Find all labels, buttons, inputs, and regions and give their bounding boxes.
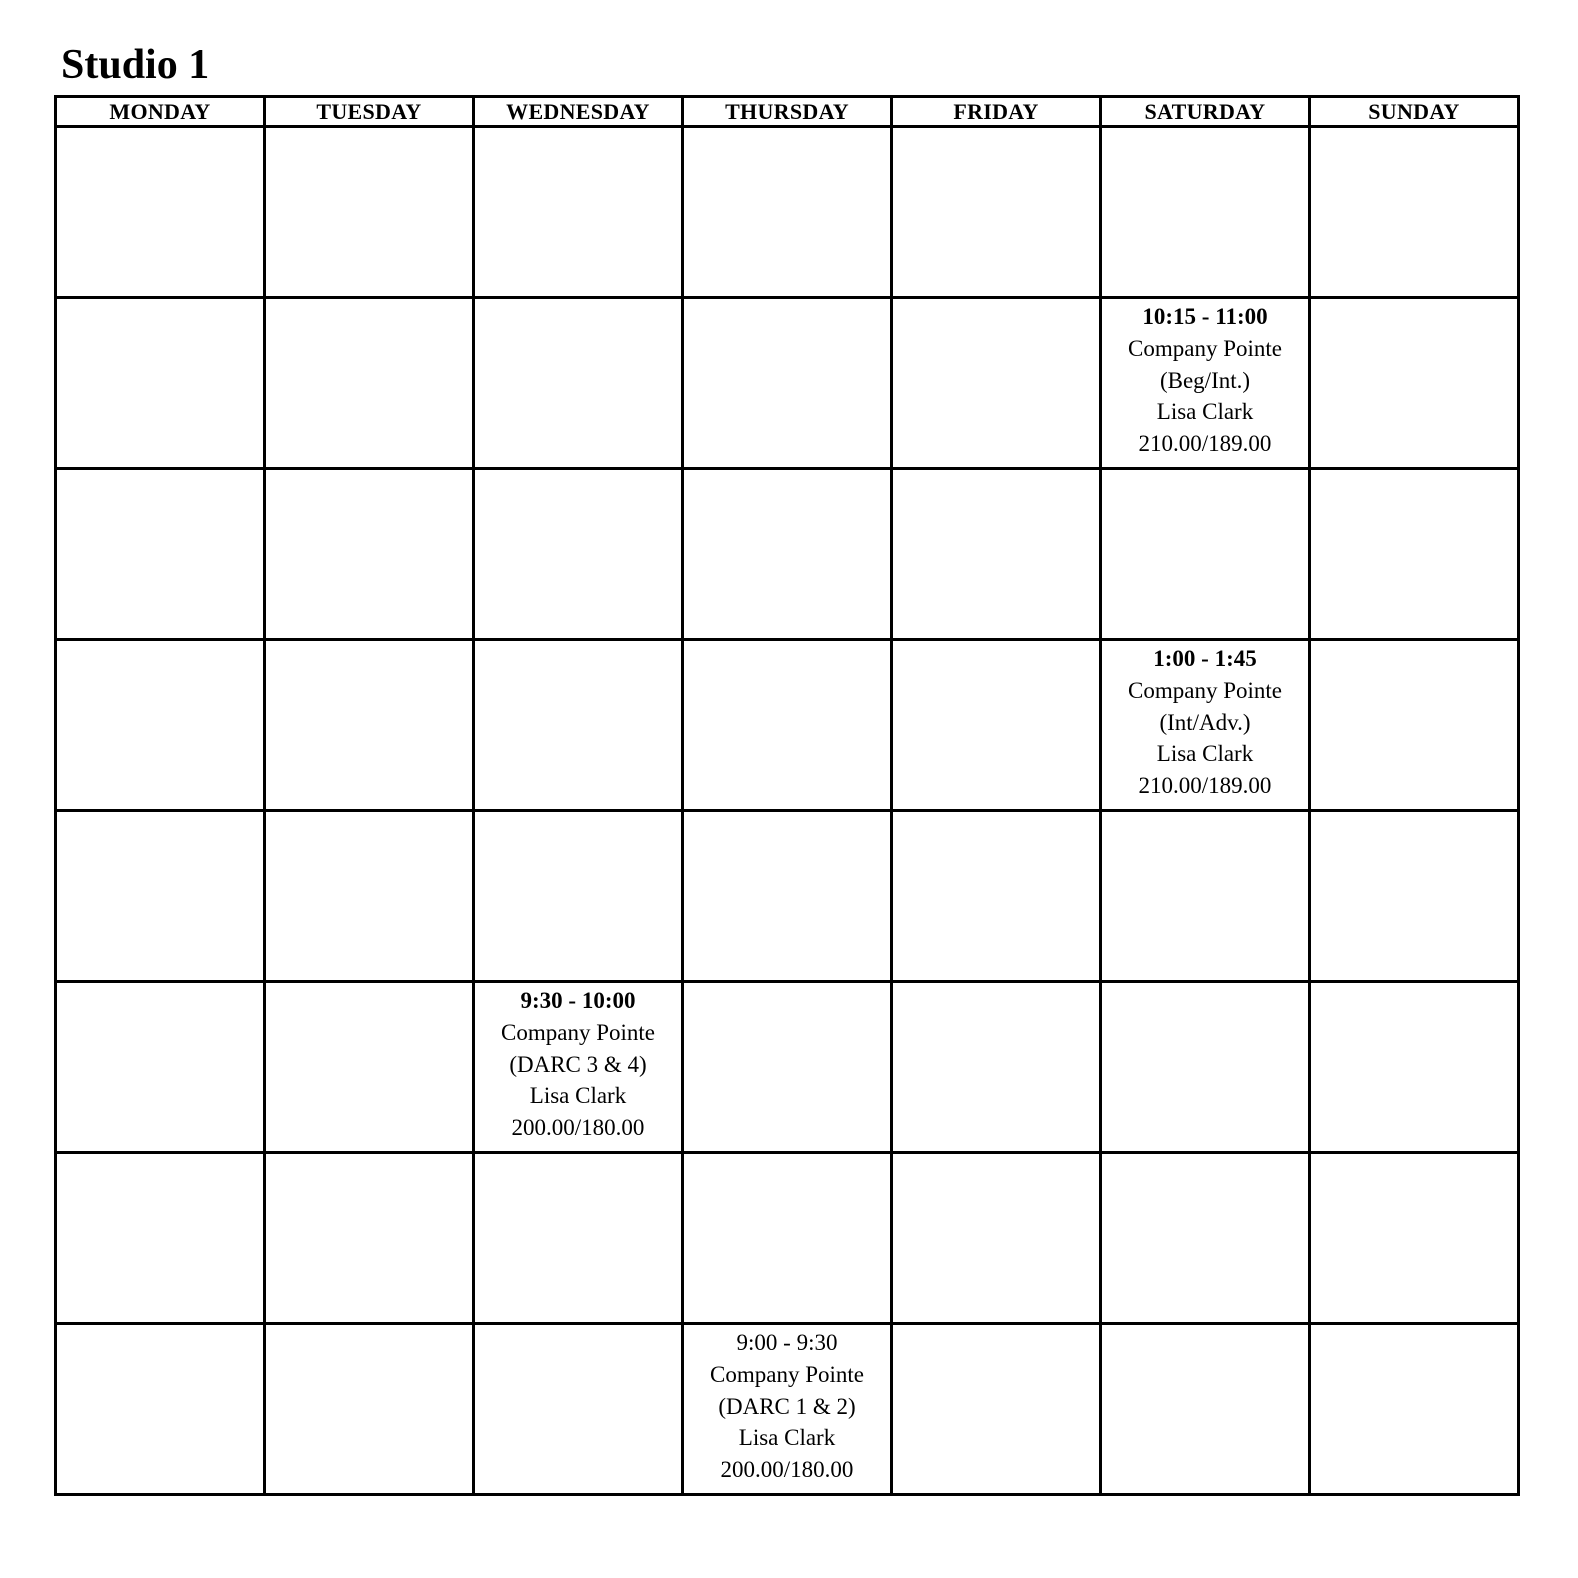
schedule-cell: [892, 127, 1101, 298]
schedule-cell: [1101, 1324, 1310, 1495]
schedule-cell: [1310, 982, 1519, 1153]
schedule-cell: [683, 982, 892, 1153]
class-instructor: Lisa Clark: [738, 1425, 836, 1451]
schedule-cell: [474, 298, 683, 469]
class-entry: [475, 983, 681, 1144]
class-level: (Beg/Int.): [1159, 367, 1251, 393]
schedule-cell: [683, 298, 892, 469]
schedule-cell: [1101, 811, 1310, 982]
day-header-sunday: SUNDAY: [1310, 97, 1519, 127]
schedule-cell: [1310, 298, 1519, 469]
schedule-cell: [892, 469, 1101, 640]
schedule-cell: [683, 811, 892, 982]
day-header-tuesday: TUESDAY: [265, 97, 474, 127]
schedule-cell: [265, 469, 474, 640]
class-price: 210.00/189.00: [1138, 431, 1272, 457]
day-header-row: [56, 97, 1519, 127]
schedule-cell: [683, 1153, 892, 1324]
schedule-cell: [56, 127, 265, 298]
schedule-cell: [265, 1153, 474, 1324]
class-time: 1:00 - 1:45: [1153, 646, 1257, 671]
schedule-cell: [474, 1324, 683, 1495]
schedule-cell: [1310, 811, 1519, 982]
class-level: (DARC 1 & 2): [718, 1393, 856, 1419]
schedule-cell: [683, 127, 892, 298]
schedule-cell: [474, 469, 683, 640]
schedule-cell: [474, 811, 683, 982]
schedule-cell: [892, 1324, 1101, 1495]
schedule-cell: [1310, 127, 1519, 298]
class-entry: [1102, 299, 1308, 460]
schedule-row: [56, 127, 1519, 298]
class-name: Company Pointe: [1128, 677, 1282, 703]
class-price: 200.00/180.00: [720, 1457, 854, 1483]
schedule-cell: [1310, 469, 1519, 640]
class-name: Company Pointe: [710, 1361, 864, 1387]
schedule-cell: [265, 982, 474, 1153]
schedule-cell: [1101, 982, 1310, 1153]
day-header-thursday: THURSDAY: [683, 97, 892, 127]
day-header-saturday: SATURDAY: [1101, 97, 1310, 127]
schedule-cell: [56, 1324, 265, 1495]
class-name: Company Pointe: [501, 1019, 655, 1045]
schedule-row: [56, 811, 1519, 982]
schedule-cell: [1101, 127, 1310, 298]
schedule-cell: [1310, 1153, 1519, 1324]
class-entry: [1102, 641, 1308, 802]
schedule-row: [56, 1153, 1519, 1324]
schedule-cell: [56, 1153, 265, 1324]
class-price: 210.00/189.00: [1138, 773, 1272, 799]
class-entry: [684, 1325, 890, 1486]
class-name: Company Pointe: [1128, 335, 1282, 361]
schedule-cell: [892, 298, 1101, 469]
schedule-cell: [56, 298, 265, 469]
schedule-row: [56, 469, 1519, 640]
schedule-cell: [683, 640, 892, 811]
day-header-wednesday: WEDNESDAY: [474, 97, 683, 127]
schedule-cell: [474, 127, 683, 298]
schedule-row: [56, 640, 1519, 811]
schedule-cell: [265, 811, 474, 982]
schedule-cell: [265, 127, 474, 298]
schedule-cell: [56, 640, 265, 811]
class-level: (DARC 3 & 4): [509, 1051, 647, 1077]
schedule-cell: [1101, 298, 1310, 469]
schedule-cell: [56, 469, 265, 640]
schedule-cell: [265, 640, 474, 811]
day-header-friday: FRIDAY: [892, 97, 1101, 127]
schedule-cell: [1310, 640, 1519, 811]
schedule-cell: [265, 298, 474, 469]
schedule-row: [56, 1324, 1519, 1495]
class-time: 9:00 - 9:30: [736, 1330, 838, 1355]
schedule-cell: [474, 1153, 683, 1324]
schedule-cell: [56, 982, 265, 1153]
class-level: (Int/Adv.): [1159, 709, 1251, 735]
schedule-cell: [892, 982, 1101, 1153]
schedule-cell: [683, 1324, 892, 1495]
schedule-cell: [892, 1153, 1101, 1324]
class-time: 9:30 - 10:00: [520, 988, 636, 1013]
page-title: Studio 1: [61, 42, 210, 88]
class-instructor: Lisa Clark: [1156, 741, 1254, 767]
schedule-cell: [56, 811, 265, 982]
class-time: 10:15 - 11:00: [1142, 304, 1268, 329]
schedule-cell: [892, 811, 1101, 982]
class-price: 200.00/180.00: [511, 1115, 645, 1141]
schedule-cell: [1101, 640, 1310, 811]
schedule-cell: [1310, 1324, 1519, 1495]
schedule-row: [56, 982, 1519, 1153]
schedule-cell: [474, 982, 683, 1153]
weekly-schedule-grid: [54, 95, 1520, 1496]
schedule-cell: [474, 640, 683, 811]
class-instructor: Lisa Clark: [529, 1083, 627, 1109]
schedule-cell: [265, 1324, 474, 1495]
schedule-cell: [683, 469, 892, 640]
schedule-row: [56, 298, 1519, 469]
schedule-cell: [1101, 469, 1310, 640]
day-header-monday: MONDAY: [56, 97, 265, 127]
schedule-cell: [1101, 1153, 1310, 1324]
class-instructor: Lisa Clark: [1156, 399, 1254, 425]
schedule-cell: [892, 640, 1101, 811]
